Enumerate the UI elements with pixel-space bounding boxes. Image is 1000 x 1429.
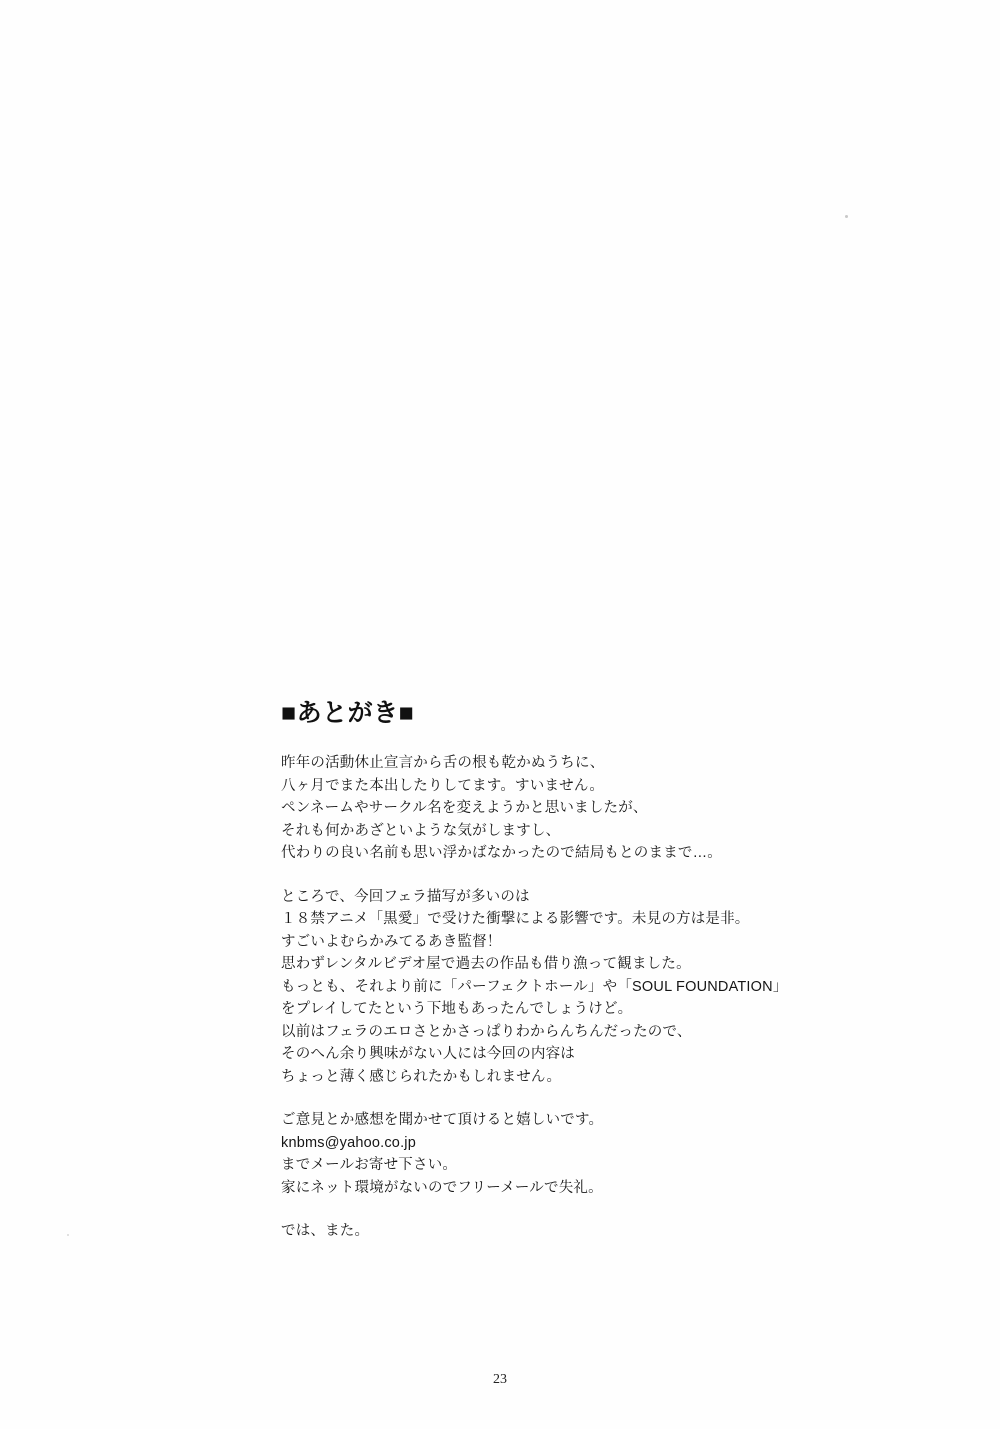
text-line: ところで、今回フェラ描写が多いのは (281, 888, 530, 905)
afterword-section (281, 698, 901, 1243)
text-line: ご意見とか感想を聞かせて頂けると嬉しいです。 (281, 1112, 604, 1128)
text-line: では、また。 (281, 1223, 370, 1239)
text-line: 思わずレンタルビデオ屋で過去の作品も借り漁って観ました。 (281, 956, 691, 972)
text-line: までメールお寄せ下さい。 (281, 1157, 458, 1173)
text-line: それも何かあざといような気がしますし、 (281, 822, 561, 839)
afterword-paragraph-contact (281, 1109, 901, 1199)
text-line: 家にネット環境がないのでフリーメールで失礼。 (281, 1179, 603, 1196)
text-line: をプレイしてたという下地もあったんでしょうけど。 (281, 1001, 633, 1017)
afterword-paragraph (281, 886, 901, 1089)
text-line: 以前はフェラのエロさとかさっぱりわからんちんだったので、 (281, 1023, 692, 1040)
paper-speck-icon (67, 1234, 69, 1236)
contact-email: knbms@yahoo.co.jp (281, 1134, 416, 1151)
text-line: そのへん余り興味がない人には今回の内容は (281, 1046, 575, 1062)
page-number: 23 (493, 1372, 507, 1387)
afterword-paragraph (281, 752, 901, 865)
text-line: 昨年の活動休止宣言から舌の根も乾かぬうちに、 (281, 755, 605, 771)
text-line: もっとも、それより前に「パーフェクトホール」や「SOUL FOUNDATION」 (281, 978, 788, 995)
text-line: すごいよむらかみてるあき監督！ (281, 933, 502, 950)
afterword-heading: ■あとがき■ (281, 699, 415, 727)
text-line: ペンネームやサークル名を変えようかと思いましたが、 (281, 800, 648, 816)
text-line: 八ヶ月でまた本出したりしてます。すいません。 (281, 777, 605, 794)
text-line: １８禁アニメ「黒愛」で受けた衝撃による影響です。未見の方は是非。 (281, 911, 750, 927)
paper-speck-icon (845, 215, 848, 218)
text-line: ちょっと薄く感じられたかもしれません。 (281, 1068, 562, 1085)
afterword-closing (281, 1220, 901, 1243)
text-line: 代わりの良い名前も思い浮かばなかったので結局もとのままで…。 (281, 845, 722, 861)
